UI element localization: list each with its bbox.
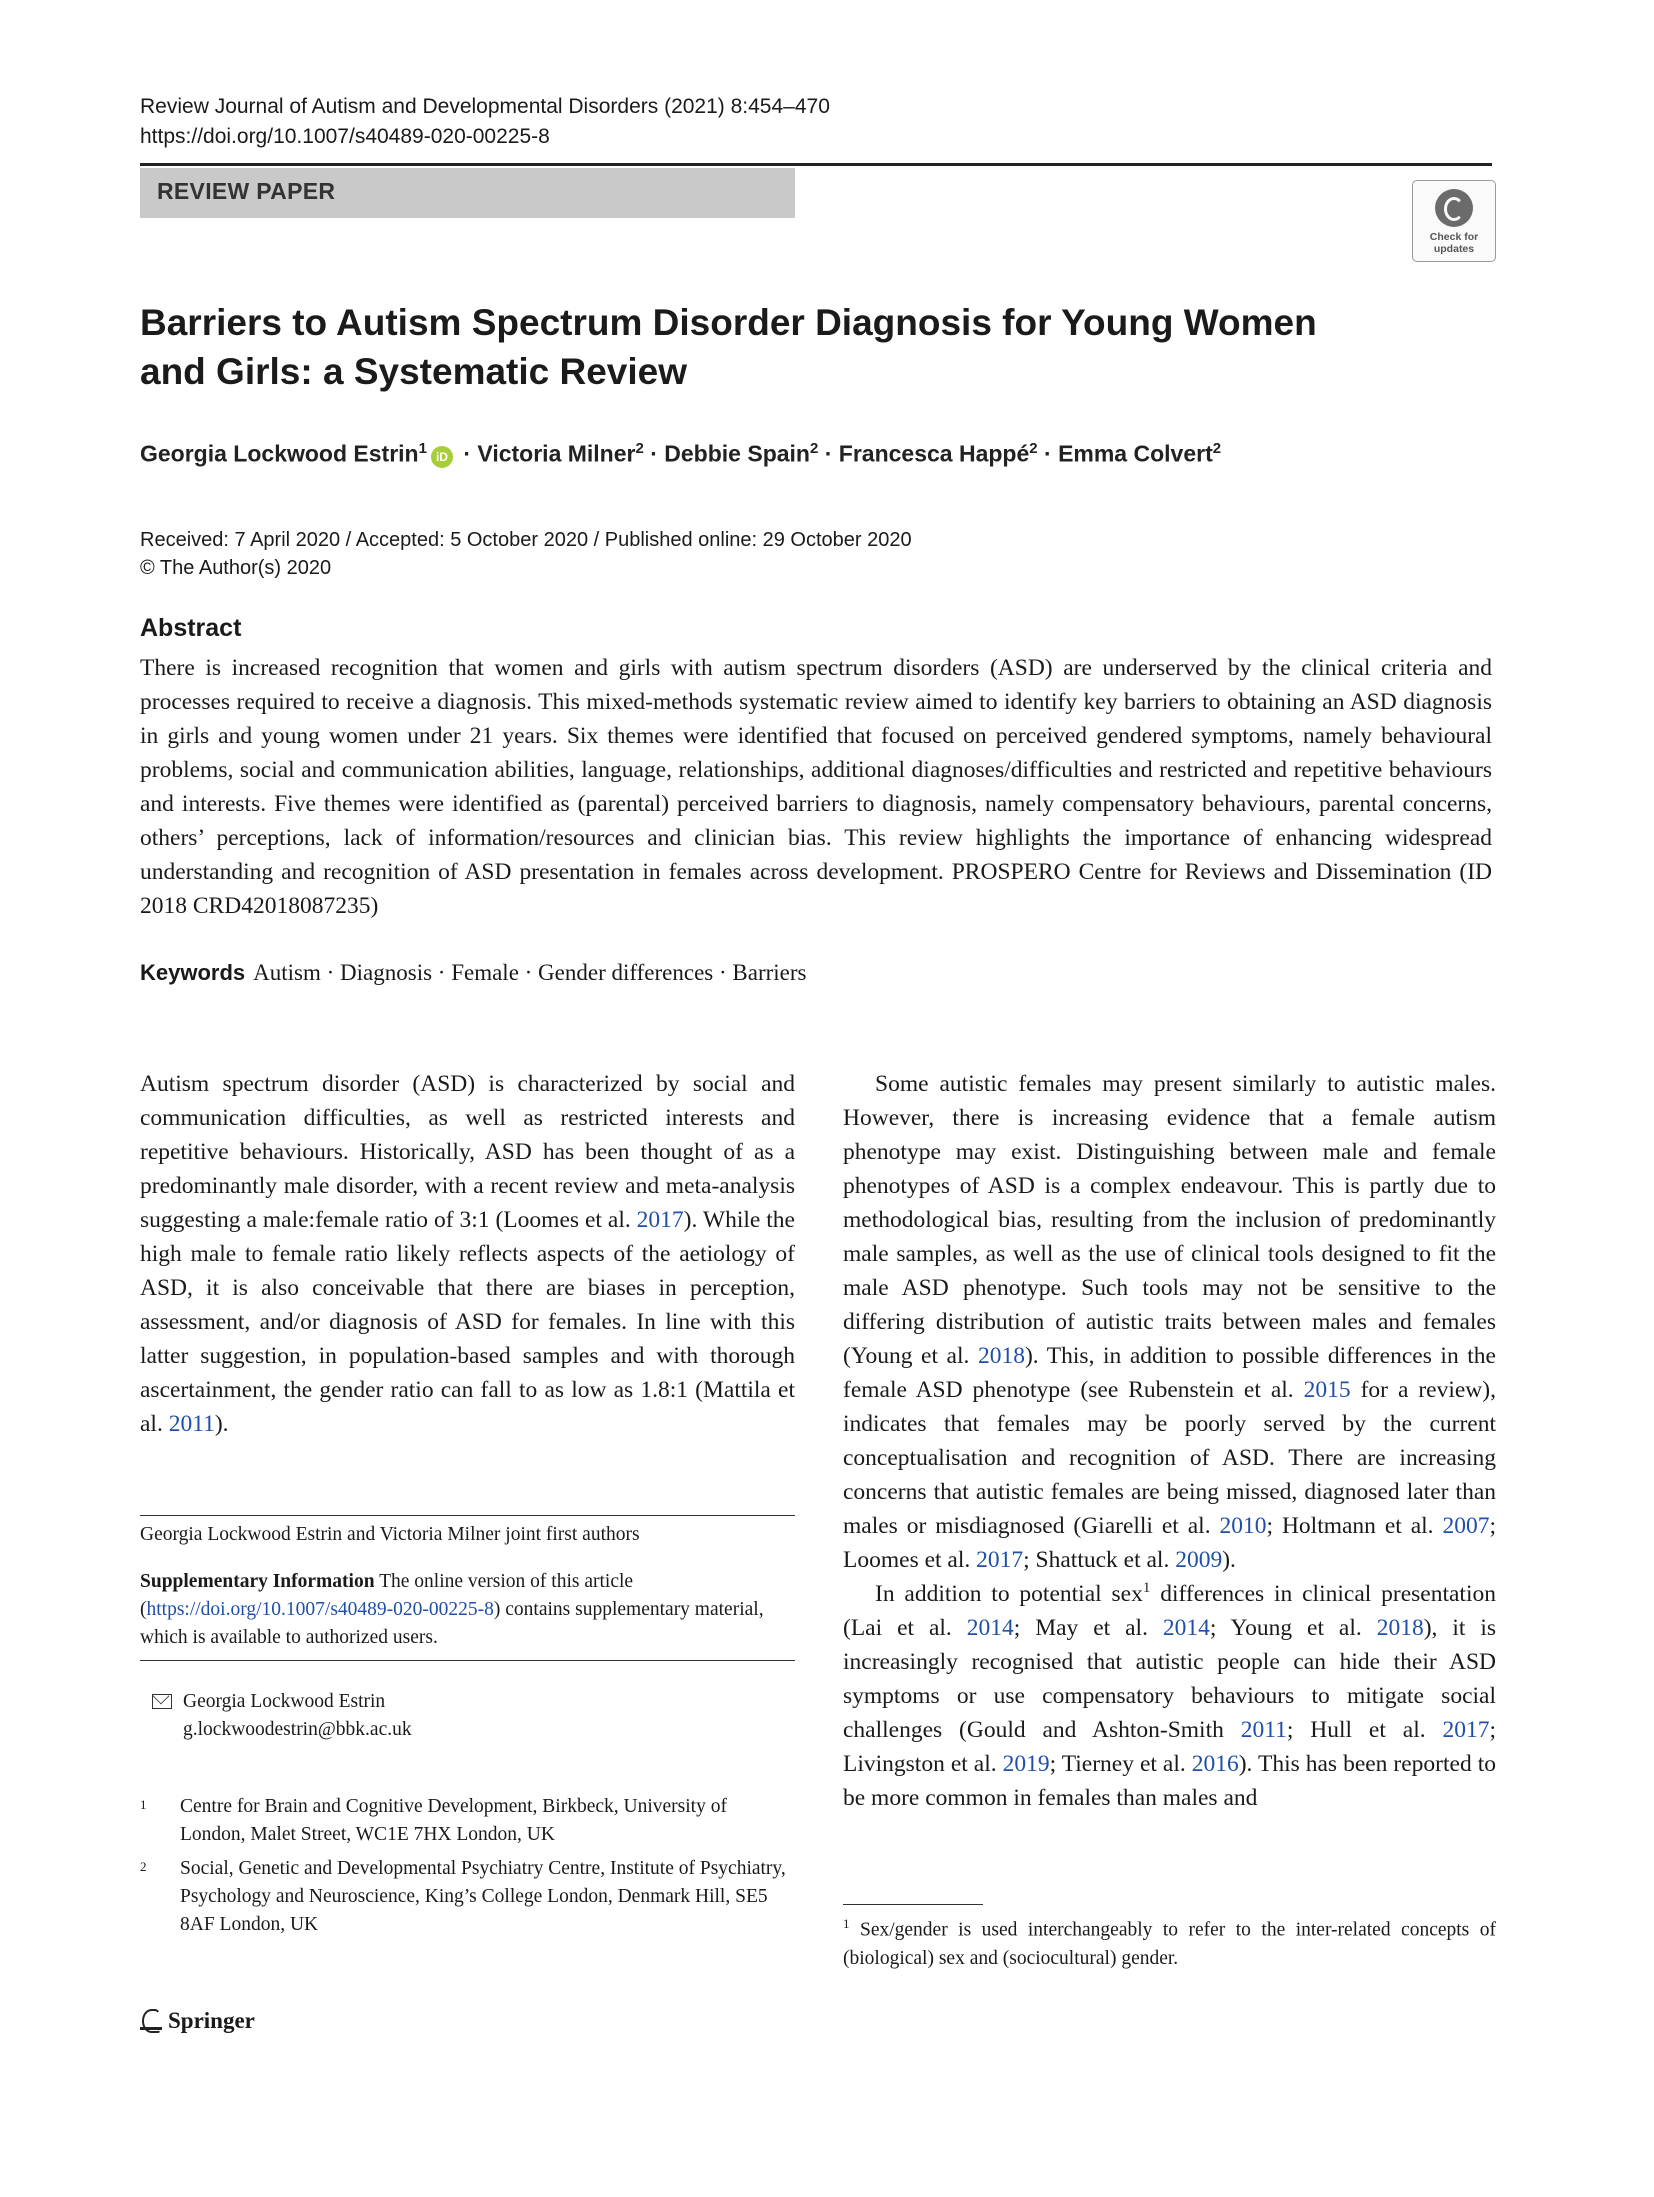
body-text: ; Young et al. [1209,1615,1377,1641]
author-affiliation: 2 [635,440,644,457]
body-text: ; May et al. [1013,1615,1163,1641]
body-text: ; Tierney et al. [1049,1751,1192,1777]
publisher-name: Springer [168,2008,255,2033]
affiliation-2 [140,1855,795,1939]
envelope-icon [152,1694,172,1709]
supplementary-text: ) contains supplementary material, which is available to authorized users. [140,1599,764,1648]
footnote-rule [140,1515,795,1516]
keywords [140,960,806,986]
footnote-ref[interactable]: 1 [1142,1580,1151,1597]
article-title: Barriers to Autism Spectrum Disorder Diagnosis for Young Women and Girls: a Systematic Review [140,302,1317,392]
citation-link[interactable]: 2014 [1162,1615,1210,1641]
header-rule [140,163,1492,166]
body-paragraph [843,1577,1496,1815]
check-for-updates-badge[interactable] [1412,180,1496,262]
author-separator: · [824,440,833,467]
affiliation-1 [140,1793,795,1849]
contact-name: Georgia Lockwood Estrin [183,1691,386,1712]
author-affiliation: 1 [418,440,427,457]
abstract-text: There is increased recognition that women and girls with autism spectrum disorders (ASD) are underserved by the clinical criteria and processes required to receive a diagnosis. This mixed-methods systematic review aimed to identify key barriers to obtaining an ASD diagnosis in girls and young women under 21 years. Six themes were identified that focused on perceived gendered symptoms, namely behavioural problems, social and communication abilities, language, relationships, additional diagnoses/difficulties and restricted and repetitive behaviours and interests. Five themes were identified as (parental) perceived barriers to diagnosis, namely compensatory behaviours, parental concerns, others’ perceptions, lack of information/resources and clinician bias. This review highlights the importance of enhancing widespread understanding and recognition of ASD presentation in females across development. PROSPERO Centre for Reviews and Dissemination (ID 2018 CRD42018087235) [140,655,1492,919]
citation-link[interactable]: 2016 [1191,1751,1239,1777]
author-name[interactable]: Francesca Happé [838,440,1030,467]
contact-email[interactable]: g.lockwoodestrin@bbk.ac.uk [183,1719,412,1740]
body-text: ), it is increasingly recognised that autistic people can hide their ASD symptoms or use compensatory behaviours to mitigate social challenges (Gould and Ashton-Smith [843,1615,1497,1743]
affiliation-text: Social, Genetic and Developmental Psychiatry Centre, Institute of Psychiatry, Psychology and Neuroscience, King’s College London, Denmark Hill, SE5 8AF London, UK [180,1858,786,1935]
citation-link[interactable]: 2014 [966,1615,1014,1641]
citation-link[interactable]: 2019 [1002,1751,1050,1777]
body-text: Autism spectrum disorder (ASD) is characterized by social and communication difficulties, as well as restricted interests and repetitive behaviours. Historically, ASD has been thought of as a predominantly male disorder, with a recent review and meta-analysis suggesting a male:female ratio of 3:1 (Loomes et al. [140,1071,795,1233]
body-text: ; Hull et al. [1286,1717,1443,1743]
body-text: differences in clinical presentation (Lai et al. [843,1581,1496,1641]
author-name[interactable]: Georgia Lockwood Estrin [140,440,419,467]
citation-link[interactable]: 2009 [1175,1547,1223,1573]
abstract-heading: Abstract [140,614,242,642]
body-text: ). [214,1411,229,1437]
keywords-list: Autism · Diagnosis · Female · Gender differences · Barriers [253,960,807,985]
supplementary-heading: Supplementary Information [140,1571,375,1592]
body-text: ; Livingston et al. [843,1717,1497,1777]
journal-citation: Review Journal of Autism and Developmental Disorders (2021) 8:454–470 [140,95,830,118]
body-column-right [843,1067,1496,1815]
footnote-rule [140,1660,795,1661]
footnote-1 [843,1910,1496,1973]
author-list [140,440,1221,468]
supplementary-info [140,1568,795,1652]
author-separator: · [463,440,472,467]
author-affiliation: 2 [1212,440,1222,457]
body-text: ; Shattuck et al. [1023,1547,1176,1573]
body-text: ). While the high male to female ratio likely reflects aspects of the aetiology of ASD, it is also conceivable that there are biases in perception, assessment, and/or diagnosis of ASD for females. In line with this latter suggestion, in population-based samples and with thorough ascertainment, the gender ratio can fall to as low as 1.8:1 (Mattila et al. [140,1207,795,1437]
dates-line: Received: 7 April 2020 / Accepted: 5 October 2020 / Published online: 29 October 2020 [140,529,912,551]
author-separator: · [650,440,658,467]
body-text: Some autistic females may present similarly to autistic males. However, there is increasing evidence that a female autism phenotype may exist. Distinguishing between male and female phenotypes of ASD is a complex endeavour. This is partly due to methodological bias, resulting from the inclusion of predominantly male samples, as well as the use of clinical tools designed to fit the male ASD phenotype. Such tools may not be sensitive to the differing distribution of autistic traits between males and females (Young et al. [843,1071,1496,1369]
body-text: for a review), indicates that females may be poorly served by the current conceptualisation and recognition of ASD. There are increasing concerns that autistic females are being missed, diagnosed later than males or misdiagnosed (Giarelli et al. [843,1377,1496,1539]
body-text: ). This, in addition to possible differences in the female ASD phenotype (see Rubenstein et al. [843,1343,1496,1403]
author-affiliation: 2 [1029,440,1038,457]
affiliation-number: 2 [140,1859,147,1874]
orcid-icon[interactable]: iD [431,446,453,468]
citation-link[interactable]: 2010 [1219,1513,1267,1539]
citation-link[interactable]: 2007 [1442,1513,1490,1539]
publication-dates [140,526,912,582]
body-paragraph [843,1067,1496,1577]
citation-link[interactable]: 2011 [1240,1717,1287,1743]
springer-horse-icon [140,2008,162,2032]
body-column-left [140,1067,795,1441]
body-text: ; Holtmann et al. [1266,1513,1443,1539]
keywords-heading: Keywords [140,960,246,985]
body-paragraph [140,1067,795,1441]
section-label: REVIEW PAPER [157,178,336,204]
body-text: ). [1222,1547,1236,1573]
copyright-line: © The Author(s) 2020 [140,557,332,579]
body-text: In addition to potential sex [875,1581,1143,1607]
citation-link[interactable]: 2011 [168,1411,215,1437]
citation-link[interactable]: 2017 [976,1547,1024,1573]
footnote-number: 1 [843,1916,850,1931]
publisher-logo [140,2008,255,2034]
supplementary-text: The online version of this article ( [140,1571,634,1620]
footnote-rule [843,1904,983,1905]
citation-link[interactable]: 2015 [1303,1377,1351,1403]
supplementary-link[interactable]: https://doi.org/10.1007/s40489-020-00225-8 [146,1599,494,1620]
affiliation-number: 1 [140,1797,147,1812]
citation-link[interactable]: 2018 [977,1343,1025,1369]
author-affiliation: 2 [809,440,819,457]
body-text: ). This has been reported to be more common in females than males and [843,1751,1496,1811]
corresponding-author [140,1688,412,1744]
journal-header [140,92,830,152]
section-label-bar [140,168,795,218]
doi-link[interactable]: https://doi.org/10.1007/s40489-020-00225-8 [140,125,550,148]
affiliation-text: Centre for Brain and Cognitive Development, Birkbeck, University of London, Malet Street, WC1E 7HX London, UK [180,1796,727,1845]
citation-link[interactable]: 2017 [636,1207,684,1233]
crossmark-label: Check for updates [1429,231,1479,255]
citation-link[interactable]: 2017 [1442,1717,1490,1743]
joint-authorship-note: Georgia Lockwood Estrin and Victoria Milner joint first authors [140,1524,640,1545]
author-separator: · [1044,440,1052,467]
crossmark-icon [1435,189,1473,227]
author-name[interactable]: Debbie Spain [664,440,810,467]
author-name[interactable]: Emma Colvert [1058,440,1213,467]
footnote-text: Sex/gender is used interchangeably to refer to the inter-related concepts of (biological) sex and (sociocultural) gender. [843,1919,1496,1969]
citation-link[interactable]: 2018 [1376,1615,1424,1641]
author-name[interactable]: Victoria Milner [477,440,636,467]
body-text: ; Loomes et al. [843,1513,1496,1573]
